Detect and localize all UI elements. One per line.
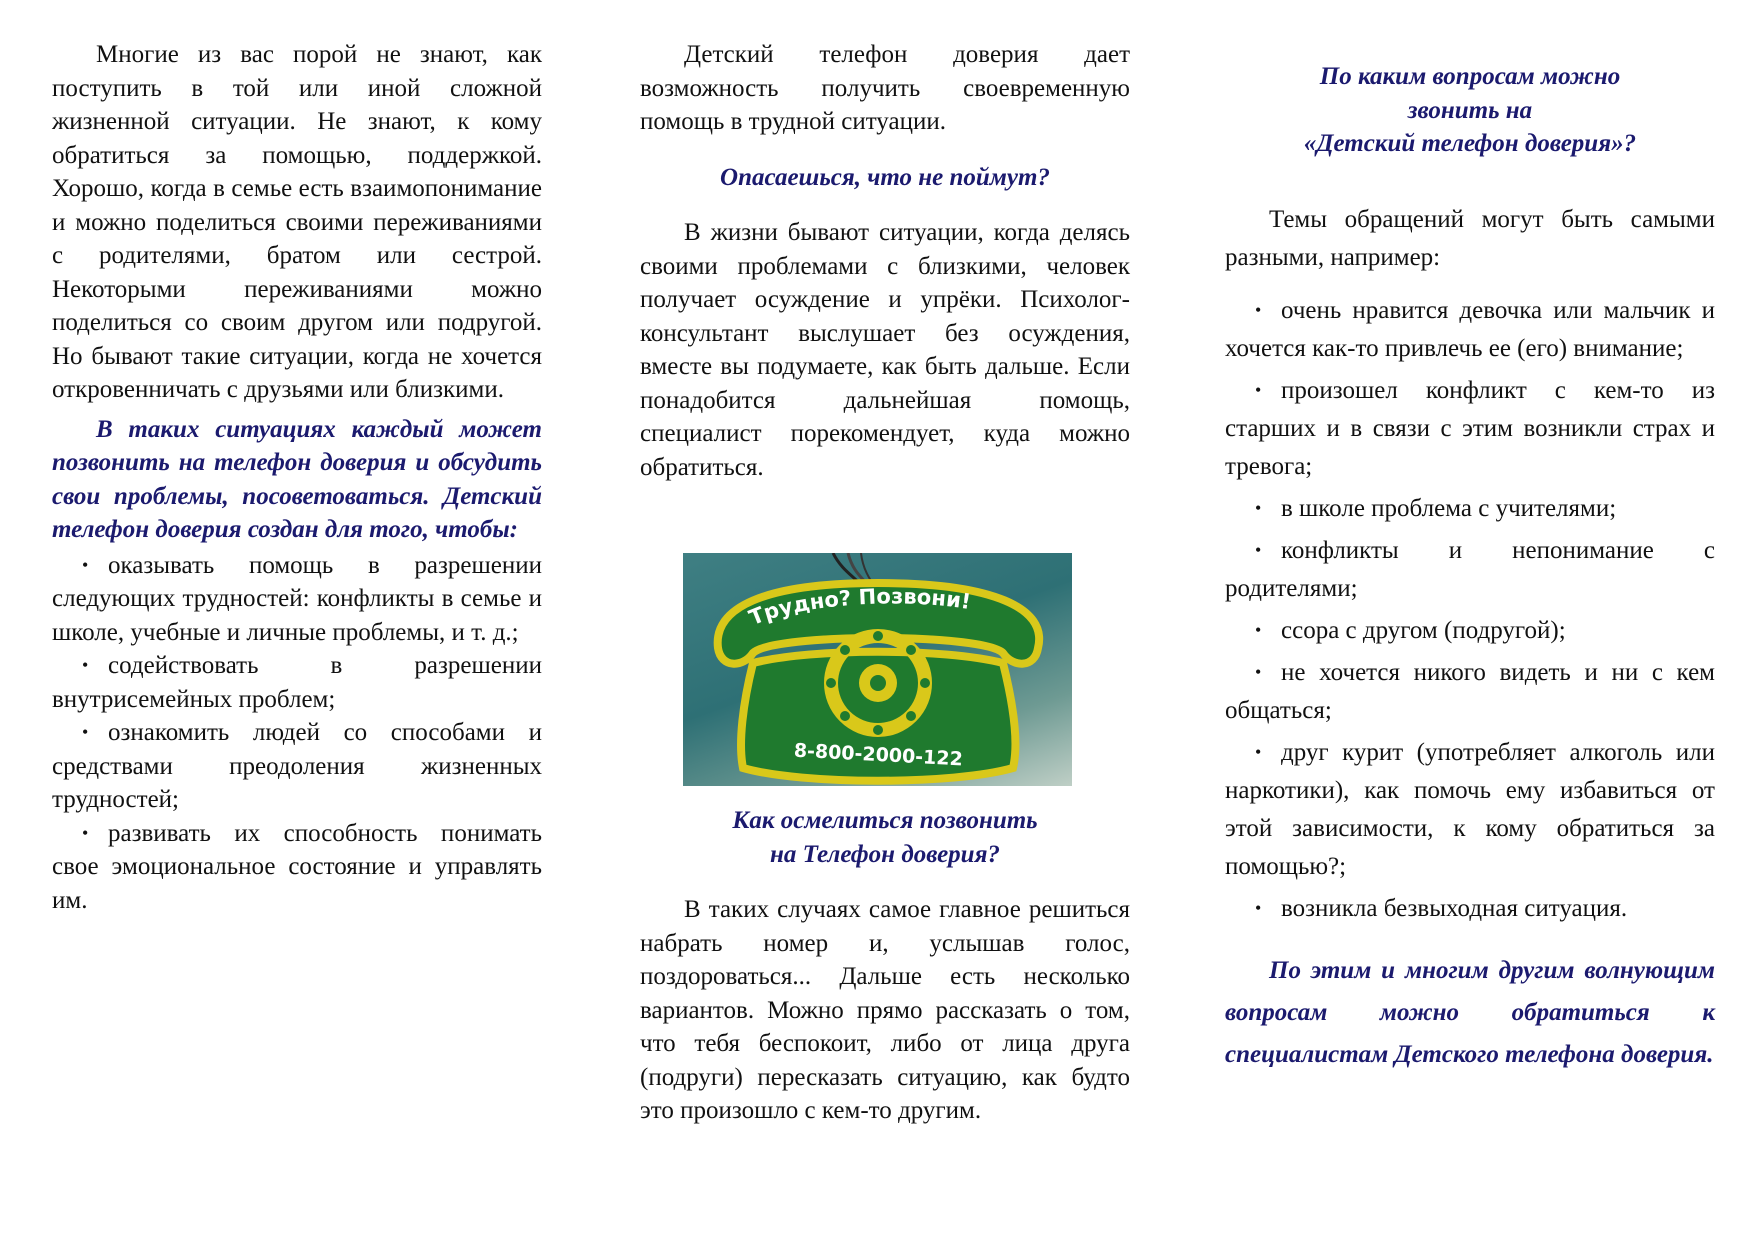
- heading-courage: Как осмелиться позвонить на Телефон доверия?: [732, 807, 1038, 868]
- list-item: • в школе проблема с учителями;: [1225, 489, 1715, 528]
- phone-number: 8-800-2000-122: [793, 739, 964, 771]
- phone-icon: [683, 553, 1072, 786]
- bullet-icon: •: [1255, 299, 1262, 320]
- list-item: • ознакомить людей со способами и средствами преодоления жизненных трудностей;: [52, 716, 542, 817]
- bullet-icon: •: [1255, 497, 1262, 518]
- intro-paragraph: Детский телефон доверия дает возможность получить своевременную помощь в трудной ситуации.: [640, 41, 1130, 135]
- list-item: • произошел конфликт с кем-то из старших и в связи с этим возникли страх и тревога;: [1225, 371, 1715, 486]
- bullet-icon: •: [1255, 661, 1262, 682]
- topics-list: [1225, 291, 1715, 928]
- column-left: [52, 38, 542, 917]
- list-item: • развивать их способность понимать свое эмоциональное состояние и управлять им.: [52, 817, 542, 918]
- intro-paragraph: Многие из вас порой не знают, как поступить в той или иной сложной жизненной ситуации. Не знают, к кому обратиться за помощью, поддержкой. Хорошо, когда в семье есть взаимопонимание и можно поделиться своими переживаниями с родителями, братом или сестрой. Некоторыми переживаниями можно поделиться со своим другом или подругой. Но бывают такие ситуации, когда не хочется откровенничать с друзьями или близкими.: [52, 41, 542, 403]
- bullet-icon: •: [1255, 539, 1262, 560]
- hotline-phone-image: [683, 553, 1072, 786]
- list-item: • содействовать в разрешении внутрисемейных проблем;: [52, 649, 542, 716]
- bullet-icon: •: [82, 554, 89, 575]
- list-item: • возникла безвыходная ситуация.: [1225, 889, 1715, 928]
- column-middle-bottom: [640, 804, 1130, 1128]
- list-item: • друг курит (употребляет алкоголь или наркотики), как помочь ему избавиться от этой зависимости, к кому обратиться за помощью?;: [1225, 733, 1715, 886]
- list-item: • очень нравится девочка или мальчик и хочется как-то привлечь ее (его) внимание;: [1225, 291, 1715, 368]
- bullet-icon: •: [1255, 619, 1262, 640]
- bullet-icon: •: [1255, 897, 1262, 918]
- purpose-list: [52, 549, 542, 918]
- list-item: • оказывать помощь в разрешении следующих трудностей: конфликты в семье и школе, учебные и личные проблемы, и т. д.;: [52, 549, 542, 650]
- topics-intro: Темы обращений могут быть самыми разными, например:: [1225, 205, 1715, 271]
- paragraph-courage: В таких случаях самое главное решиться набрать номер и, услышав голос, поздороваться... Дальше есть несколько вариантов. Можно прямо рассказать о том, что тебя беспокоит, либо от лица друга (подруги) пересказать ситуацию, как будто это произошло с кем-то другим.: [640, 896, 1130, 1124]
- column-right: [1225, 60, 1715, 1076]
- highlight-paragraph: В таких ситуациях каждый может позвонить на телефон доверия и обсудить свои проблемы, посоветоваться. Детский телефон доверия создан для того, чтобы:: [52, 415, 542, 543]
- list-item: • ссора с другом (подругой);: [1225, 611, 1715, 650]
- paragraph-fear: В жизни бывают ситуации, когда делясь своими проблемами с близкими, человек получает осуждение и упрёки. Психолог-консультант выслушает без осуждения, вместе вы подумаете, как быть дальше. Если понадобится дальнейшая помощь, специалист порекомендует, куда можно обратиться.: [640, 219, 1130, 481]
- closing-paragraph: По этим и многим другим волнующим вопросам можно обратиться к специалистам Детского телефона доверия.: [1225, 956, 1715, 1068]
- heading-fear: Опасаешься, что не поймут?: [720, 163, 1050, 191]
- bullet-icon: •: [82, 722, 89, 742]
- list-item: • конфликты и непонимание с родителями;: [1225, 531, 1715, 608]
- phone-slogan: Трудно? Позвони!: [745, 584, 973, 631]
- bullet-icon: •: [82, 655, 89, 675]
- bullet-icon: •: [82, 822, 89, 843]
- heading-topics: По каким вопросам можно звонить на «Детский телефон доверия»?: [1303, 63, 1637, 157]
- bullet-icon: •: [1255, 741, 1262, 762]
- bullet-icon: •: [1255, 379, 1262, 400]
- list-item: • не хочется никого видеть и ни с кем общаться;: [1225, 653, 1715, 730]
- column-middle: [640, 38, 1130, 484]
